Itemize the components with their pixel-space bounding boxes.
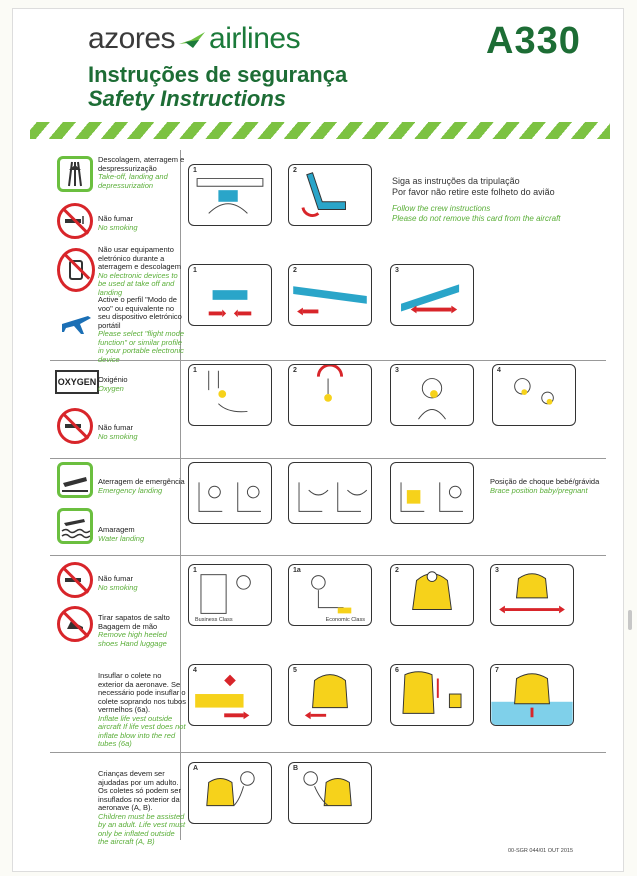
panel-number: 1 xyxy=(193,367,197,374)
crew-instructions xyxy=(392,176,592,224)
panel-number: 1 xyxy=(193,567,197,574)
oxygen-pt: Oxigénio xyxy=(98,375,128,384)
emergency-landing-label xyxy=(98,478,188,495)
emergency-landing-en: Emergency landing xyxy=(98,485,163,495)
green-stripe-divider xyxy=(30,122,610,139)
card-reference-code: 00-SGR 044/01 OUT 2015 xyxy=(508,848,574,854)
no-smoking-label-2 xyxy=(98,424,188,441)
panel-lifevest-adjust xyxy=(288,664,372,726)
shoes-luggage-label xyxy=(98,614,188,648)
panel-number: 3 xyxy=(395,367,399,374)
brace-en: Brace position baby/pregnant xyxy=(490,485,588,495)
electronics-en: No electronic devices to be used at take off and landing xyxy=(98,270,178,297)
electronics-label xyxy=(98,246,188,297)
crew-en-line2: Please do not remove this card from the aircraft xyxy=(392,214,561,223)
panel-child-vest-a xyxy=(188,762,272,824)
water-landing-pt: Amaragem xyxy=(98,525,135,534)
panel-seatbelt-fasten xyxy=(188,264,272,326)
emergency-landing-pt: Aterragem de emergência xyxy=(98,477,185,486)
panel-number: 5 xyxy=(293,667,297,674)
panel-number: 2 xyxy=(293,167,297,174)
brace-position-label xyxy=(490,478,600,495)
inflate-en: Inflate life vest outside aircraft If life vest does not inflate blow into the red tubes (6a) xyxy=(98,713,186,748)
panel-number: 4 xyxy=(497,367,501,374)
crew-pt-line2: Por favor não retire este folheto do avião xyxy=(392,187,555,197)
panel-lifevest-economic xyxy=(288,564,372,626)
airplane-icon xyxy=(58,304,94,340)
flight-mode-label xyxy=(98,296,188,364)
panel-number: 1a xyxy=(293,567,301,574)
shoes-pt: Tirar sapatos de salto Bagagem de mão xyxy=(98,613,170,631)
airplane-runway-icon xyxy=(57,156,93,192)
airplane-landing-icon xyxy=(57,462,93,498)
panel-number: 2 xyxy=(293,367,297,374)
children-en: Children must be assisted by an adult. Life vest must only be inflated outside the aircraft (A, B) xyxy=(98,811,186,846)
panel-number: 3 xyxy=(495,567,499,574)
logo-text-airlines: airlines xyxy=(209,22,301,55)
no-heels-icon xyxy=(57,606,93,642)
no-smoking-en: No smoking xyxy=(98,431,138,441)
inflate-pt: Insuflar o colete no exterior da aeronave. Se necessário pode insuflar o colete soprando nos tubos vermelhos (6a). xyxy=(98,671,186,714)
no-smoking-en: No smoking xyxy=(98,222,138,232)
title-portuguese: Instruções de segurança xyxy=(88,62,348,87)
panel-luggage-overhead xyxy=(188,164,272,226)
panel-brace-baby xyxy=(390,462,474,524)
panel-number: 4 xyxy=(193,667,197,674)
no-smoking-icon xyxy=(57,562,93,598)
panel-number: 3 xyxy=(395,267,399,274)
section-divider xyxy=(50,458,606,459)
electronics-pt: Não usar equipamento eletrónico durante a aterragem e descolagem xyxy=(98,245,181,271)
panel-number: 2 xyxy=(395,567,399,574)
panel-number: A xyxy=(193,765,199,772)
oxygen-en: Oxygen xyxy=(98,383,124,393)
aircraft-model: A330 xyxy=(486,20,581,62)
takeoff-pt: Descolagem, aterragem e despressurização xyxy=(98,155,185,173)
no-smoking-icon xyxy=(57,203,93,239)
section-divider xyxy=(50,555,606,556)
no-smoking-en: No smoking xyxy=(98,582,138,592)
section-divider xyxy=(50,752,606,753)
azores-airlines-logo xyxy=(88,22,300,56)
panel-oxygen-mask-wear xyxy=(390,364,474,426)
inflate-vest-label xyxy=(98,672,186,749)
panel-lifevest-water xyxy=(490,664,574,726)
no-smoking-label-3 xyxy=(98,575,188,592)
panel-number: B xyxy=(293,765,299,772)
brace-pt: Posição de choque bebé/grávida xyxy=(490,477,600,486)
flight-mode-en: Please select "flight mode function" or similar profile in your portable electronic device xyxy=(98,329,185,364)
panel-lifevest-put-on xyxy=(390,564,474,626)
water-landing-icon xyxy=(57,508,93,544)
panel-lifevest-inflate-tubes xyxy=(390,664,474,726)
water-landing-en: Water landing xyxy=(98,533,145,543)
panel-seatbelt-tighten xyxy=(288,264,372,326)
oxygen-badge: OXYGEN xyxy=(55,370,99,394)
panel-oxygen-mask-pull xyxy=(288,364,372,426)
panel-lifevest-pull-tab xyxy=(188,664,272,726)
panel-oxygen-mask-drop xyxy=(188,364,272,426)
no-phone-icon xyxy=(57,248,95,292)
panel-lifevest-business xyxy=(188,564,272,626)
water-landing-label xyxy=(98,526,188,543)
flight-mode-pt: Active o perfil "Modo de voo" ou equivalente no seu dispositivo eletrónico portátil xyxy=(98,295,182,330)
panel-oxygen-help-child xyxy=(492,364,576,426)
panel-child-vest-b xyxy=(288,762,372,824)
logo-text-azores: azores xyxy=(88,22,176,55)
no-smoking-pt: Não fumar xyxy=(98,423,134,432)
panel-number: 6 xyxy=(395,667,399,674)
takeoff-en: Take-off, landing and depressurization xyxy=(98,172,168,190)
panel-brace-position-2 xyxy=(288,462,372,524)
caption-economic-class: Economic Class xyxy=(325,617,365,623)
children-pt: Crianças devem ser ajudadas por um adulto. Os coletes só podem ser insuflados no exterior da aeronave (A, B). xyxy=(98,769,181,812)
caption-business-class: Business Class xyxy=(195,617,233,623)
panel-brace-position-1 xyxy=(188,462,272,524)
panel-seatbelt-release xyxy=(390,264,474,326)
oxygen-label xyxy=(98,376,188,393)
panel-number: 1 xyxy=(193,267,197,274)
panel-number: 2 xyxy=(293,267,297,274)
panel-number: 1 xyxy=(193,167,197,174)
crew-en-line1: Follow the crew instructions xyxy=(392,204,491,213)
children-assist-label xyxy=(98,770,186,847)
panel-lifevest-fasten xyxy=(490,564,574,626)
takeoff-label xyxy=(98,156,188,190)
panel-number: 7 xyxy=(495,667,499,674)
crew-pt-line1: Siga as instruções da tripulação xyxy=(392,176,520,186)
logo-wing-icon xyxy=(177,30,207,50)
no-smoking-label-1 xyxy=(98,215,188,232)
panel-seat-upright xyxy=(288,164,372,226)
page-edge-mark xyxy=(628,610,632,630)
shoes-en: Remove high heeled shoes Hand luggage xyxy=(98,630,167,648)
title-english: Safety Instructions xyxy=(88,86,287,111)
no-smoking-icon xyxy=(57,408,93,444)
no-smoking-pt: Não fumar xyxy=(98,574,134,583)
no-smoking-pt: Não fumar xyxy=(98,214,134,223)
